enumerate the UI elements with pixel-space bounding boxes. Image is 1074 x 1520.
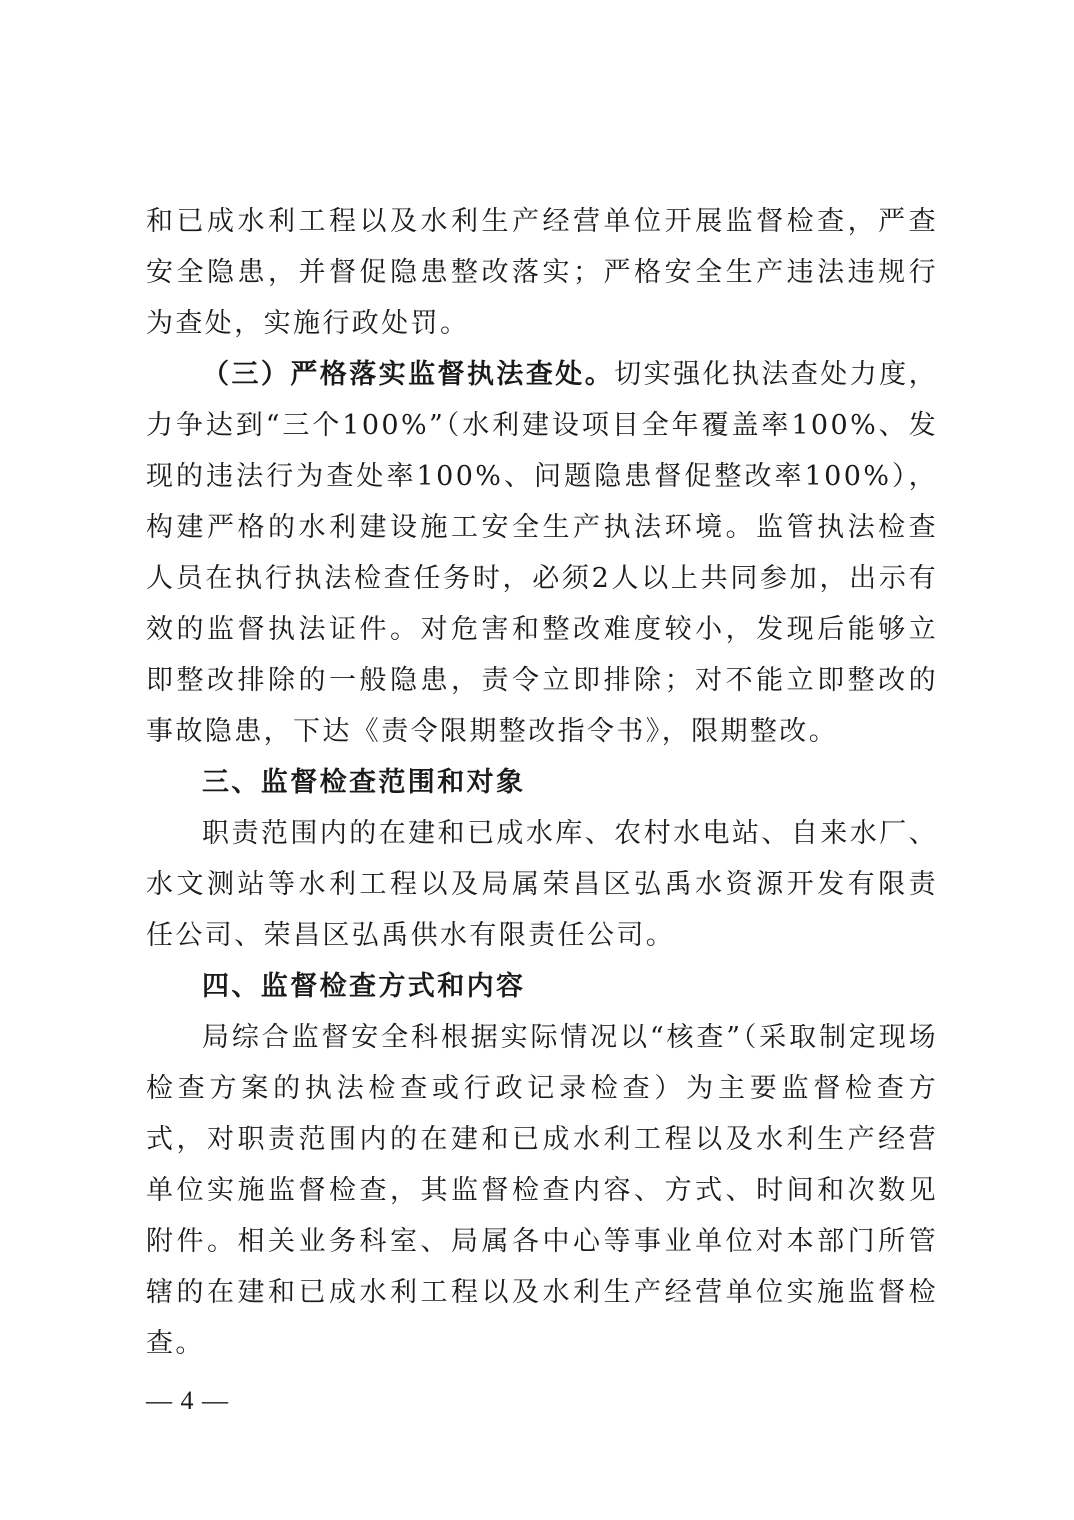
section-heading-method: 四、监督检查方式和内容 — [202, 971, 526, 1002]
paragraph-enforcement-body: 切实强化执法查处力度，力争达到“三个100%”（水利建设项目全年覆盖率100%、发现的违法行为查处率100%、问题隐患督促整改率100%），构建严格的水利建设施工安全生产执法环境。监管执法检查人员在执行执法检查任务时，必须2人以上共同参加，出示有效的监督执法证件。对危害和整改难度较小，发现后能够立即整改排除的一般隐患，责令立即排除；对不能立即整改的事故隐患，下达《责令限期整改指令书》，限期整改。 — [146, 359, 938, 747]
document-body — [146, 196, 938, 1369]
section-heading-scope: 三、监督检查范围和对象 — [202, 767, 526, 798]
subsection-heading-enforcement: （三）严格落实监督执法查处。 — [202, 359, 615, 390]
paragraph-scope: 职责范围内的在建和已成水库、农村水电站、自来水厂、水文测站等水利工程以及局属荣昌区弘禹水资源开发有限责任公司、荣昌区弘禹供水有限责任公司。 — [146, 818, 938, 951]
page-number: — 4 — — [146, 1386, 229, 1415]
paragraph-enforcement — [146, 349, 938, 757]
paragraph-continued: 和已成水利工程以及水利生产经营单位开展监督检查，严查安全隐患，并督促隐患整改落实；严格安全生产违法违规行为查处，实施行政处罚。 — [146, 206, 938, 339]
paragraph-method: 局综合监督安全科根据实际情况以“核查”（采取制定现场检查方案的执法检查或行政记录检查）为主要监督检查方式，对职责范围内的在建和已成水利工程以及水利生产经营单位实施监督检查，其监督检查内容、方式、时间和次数见附件。相关业务科室、局属各中心等事业单位对本部门所管辖的在建和已成水利工程以及水利生产经营单位实施监督检查。 — [146, 1022, 938, 1359]
